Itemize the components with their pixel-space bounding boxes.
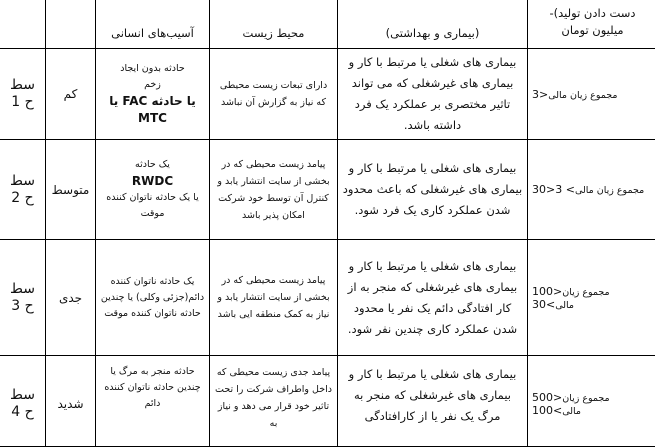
level-label-bottom: ح 2 (4, 190, 41, 207)
health-cell: بیماری های شغلی یا مرتبط با کار و بیماری های غیرشغلی که می تواند تاثیر مختصری بر عملکرد یک فرد داشته باشد. (338, 49, 528, 140)
financial-suffix: >30 (532, 298, 555, 311)
header-env: محیط زیست (210, 0, 338, 49)
level-label-bottom: ح 4 (4, 404, 41, 421)
level-label-top: سط (4, 281, 41, 298)
financial-cell (528, 140, 655, 240)
financial-label: مجموع زیان مالی (575, 185, 644, 196)
human-text-3: یا حادثه FAC یا (100, 93, 205, 110)
human-text-2: RWDC (100, 173, 205, 190)
human-text-1: یک حادثه (100, 157, 205, 173)
human-cell (96, 49, 210, 140)
header-financial (528, 0, 655, 49)
header-health: (بیماری و بهداشتی) (338, 0, 528, 49)
header-financial-line2: میلیون تومان (532, 22, 653, 39)
level-cell (0, 49, 46, 140)
human-text-2: زخم (100, 77, 205, 93)
env-cell: پیامد زیست محیطی که در بخشی از سایت انتشار یابد و نیاز به کمک منطقه ایی باشد (210, 240, 338, 356)
severity-cell: جدی (46, 240, 96, 356)
financial-label: مجموع زیان مالی (562, 393, 609, 417)
financial-cell (528, 49, 655, 140)
financial-label: مجموع زیان مالی (555, 287, 609, 311)
level-cell (0, 240, 46, 356)
table-row (0, 140, 655, 240)
header-human: آسیب‌های انسانی (96, 0, 210, 49)
level-label-top: سط (4, 173, 41, 190)
human-cell: حادثه منجر به مرگ یا چندین حادثه ناتوان کننده دائم (96, 356, 210, 447)
financial-cell (528, 356, 655, 447)
financial-value: 3> (532, 88, 548, 101)
human-text-4: MTC (100, 110, 205, 127)
severity-cell: شدید (46, 356, 96, 447)
financial-suffix: > 3 (555, 183, 575, 196)
header-financial-line1: دست دادن تولید)- (532, 5, 653, 22)
severity-cell: کم (46, 49, 96, 140)
severity-cell: متوسط (46, 140, 96, 240)
level-label-top: سط (4, 77, 41, 94)
human-cell: یک حادثه ناتوان کننده دائم(جزئی وکلی) یا چندین حادثه ناتوان کننده موقت (96, 240, 210, 356)
level-label-bottom: ح 1 (4, 94, 41, 111)
financial-value: 30> (532, 183, 555, 196)
level-label-top: سط (4, 387, 41, 404)
financial-value: 100> (532, 285, 562, 298)
human-text-1: حادثه بدون ایجاد (100, 61, 205, 77)
financial-cell (528, 240, 655, 356)
env-cell: پیامد جدی زیست محیطی که داخل واطراف شرکت را تحت تاثیر خود قرار می دهد و نیاز به (210, 356, 338, 447)
header-severity (46, 0, 96, 49)
health-cell: بیماری های شغلی یا مرتبط با کار و بیماری های غیرشغلی که منجر به مرگ یک نفر یا از کارافتادگی (338, 356, 528, 447)
financial-suffix: >100 (532, 404, 562, 417)
human-cell (96, 140, 210, 240)
financial-label: مجموع زیان مالی (548, 90, 617, 101)
env-cell: دارای تبعات زیست محیطی که نیاز به گزارش آن نباشد (210, 49, 338, 140)
header-row (0, 0, 655, 49)
table-row (0, 49, 655, 140)
level-cell (0, 356, 46, 447)
human-text-3: یا یک حادثه ناتوان کننده موقت (100, 190, 205, 222)
header-level (0, 0, 46, 49)
health-cell: بیماری های شغلی یا مرتبط با کار و بیماری های غیرشغلی که منجر به از کار افتادگی دائم یک نفر یا محدود شدن عملکرد کاری چندین نفر شود. (338, 240, 528, 356)
table-row (0, 356, 655, 447)
env-cell: پیامد زیست محیطی که در بخشی از سایت انتشار یابد و کنترل آن توسط خود شرکت امکان پذیر باشد (210, 140, 338, 240)
level-label-bottom: ح 3 (4, 298, 41, 315)
financial-value: 500> (532, 391, 562, 404)
health-cell: بیماری های شغلی یا مرتبط با کار و بیماری های غیرشغلی که باعث محدود شدن عملکرد کاری یک فرد شود. (338, 140, 528, 240)
table-row (0, 240, 655, 356)
level-cell (0, 140, 46, 240)
